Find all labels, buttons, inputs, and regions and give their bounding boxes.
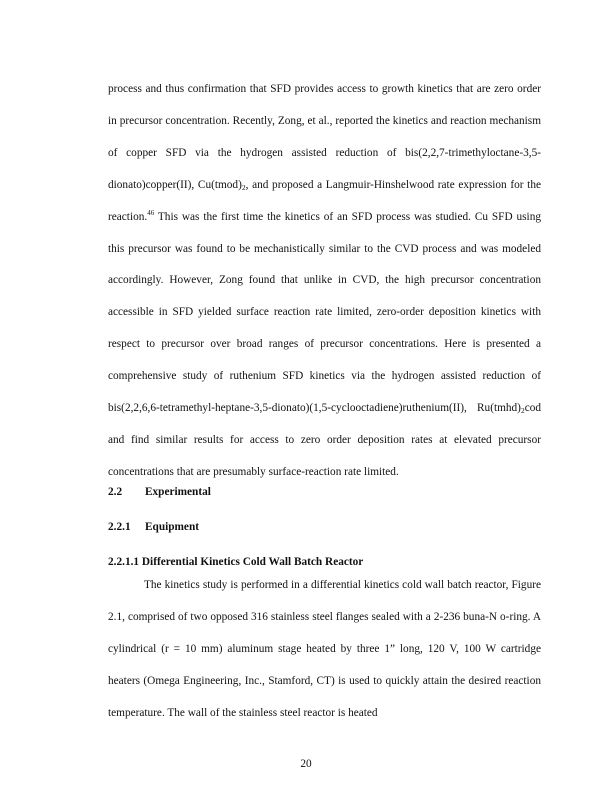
paragraph-text: , and proposed a Langmuir-Hinshelwood rate expression for the reaction. [108, 178, 541, 223]
body-paragraph-reactor: The kinetics study is performed in a differential kinetics cold wall batch reactor, Figure 2.1, comprised of two opposed 316 stainless steel flanges sealed with a 2-236 buna-N o-ring. A cylindrical (r = 10 mm) aluminum stage heated by three 1” long, 120 V, 100 W cartridge heaters (Omega Engineering, Inc., Stamford, CT) is used to quickly attain the desired reaction temperature. The wall of the stainless steel reactor is heated [108, 579, 541, 719]
subsection-heading-equipment [108, 521, 199, 533]
body-paragraph-kinetics-intro [108, 74, 541, 489]
paragraph-text: cod and find similar results for access to zero order deposition rates at elevated precursor concentrations that are presumably surface-reaction rate limited. [108, 402, 541, 478]
section-title: Equipment [145, 521, 199, 533]
subscript: 2 [241, 182, 246, 192]
subscript: 2 [520, 406, 525, 416]
section-title: Experimental [145, 486, 211, 498]
subsubsection-heading-reactor [108, 556, 363, 568]
citation-superscript: 46 [147, 208, 155, 217]
section-heading-experimental [108, 486, 211, 498]
paragraph-text: This was the first time the kinetics of an SFD process was studied. Cu SFD using this precursor was found to be mechanistically similar to the CVD process and was modeled accordingly. However, Zong found that unlike in CVD, the high precursor concentration accessible in SFD yielded surface reaction rate limited, zero-order deposition kinetics with respect to precursor over broad ranges of precursor concentrations. Here is presented a comprehensive study of ruthenium SFD kinetics via the hydrogen assisted reduction of bis(2,2,6,6-tetramethyl-heptane-3,5-dionato)(1,5-cyclooctadiene)ruthenium(II), Ru(tmhd) [108, 210, 541, 415]
section-number: 2.2.1 [108, 521, 131, 533]
section-number: 2.2 [108, 486, 123, 498]
section-title: 2.2.1.1 Differential Kinetics Cold Wall Batch Reactor [108, 556, 364, 568]
page-number: 20 [300, 758, 312, 770]
paragraph-text: process and thus confirmation that SFD provides access to growth kinetics that are zero order in precursor concentration. Recently, Zong, et al., reported the kinetics and reaction mechanism of copper SFD via the hydrogen assisted reduction of bis(2,2,7-trimethyloctane-3,5-dionato)copper(II), Cu(tmod) [108, 83, 541, 191]
